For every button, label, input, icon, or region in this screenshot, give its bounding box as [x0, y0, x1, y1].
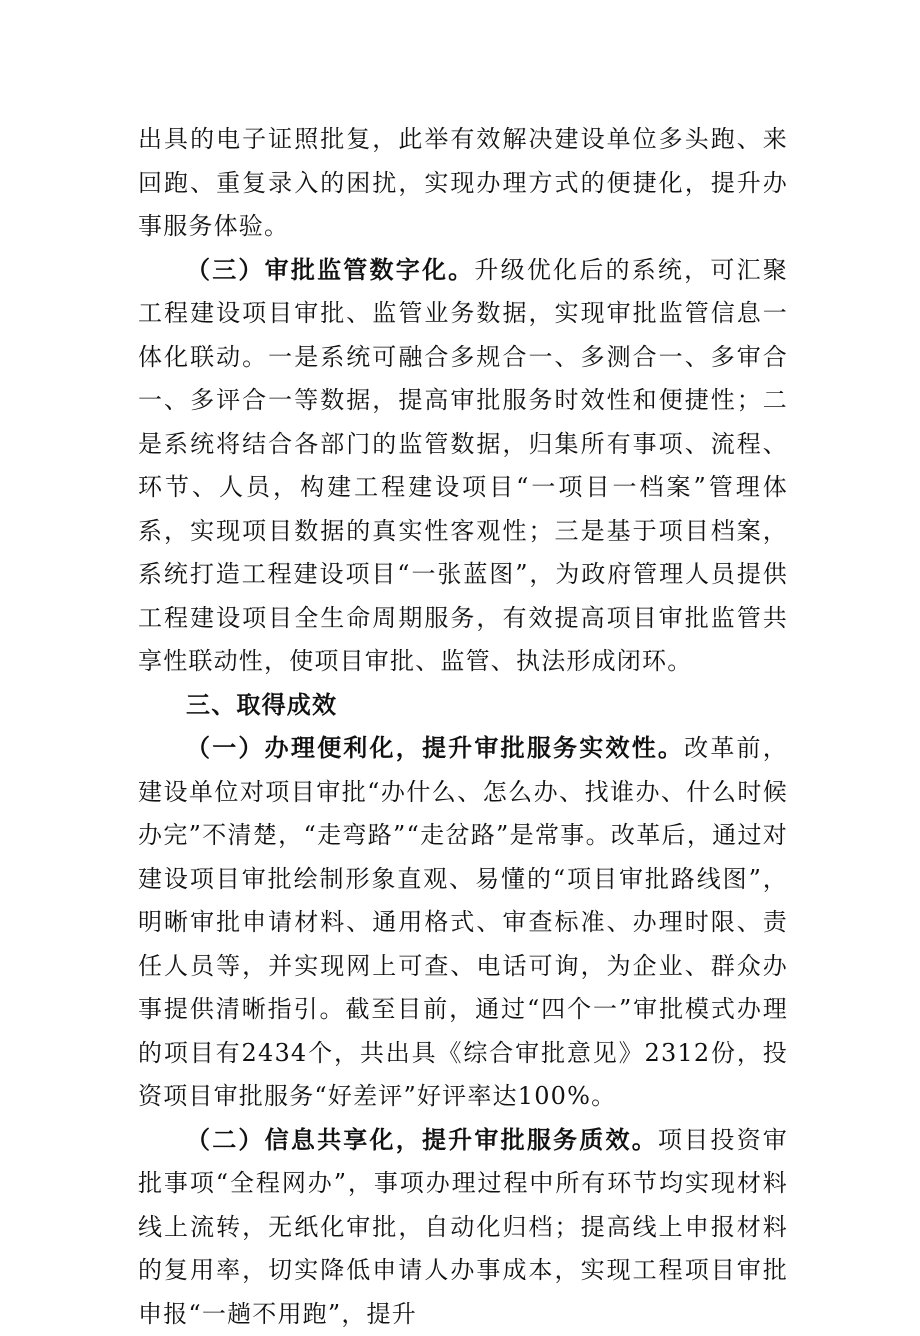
- section-heading-text: 三、取得成效: [186, 691, 337, 719]
- paragraph-continuation: [138, 118, 788, 249]
- paragraph-text: 出具的电子证照批复，此举有效解决建设单位多头跑、来回跑、重复录入的困扰，实现办理方式的便捷化，提升办事服务体验。: [138, 125, 788, 240]
- paragraph-approval-supervision: [138, 249, 788, 684]
- paragraph-text: 升级优化后的系统，可汇聚工程建设项目审批、监管业务数据，实现审批监管信息一体化联动。一是系统可融合多规合一、多测合一、多审合一、多评合一等数据，提高审批服务时效性和便捷性；二是系统将结合各部门的监管数据，归集所有事项、流程、环节、人员，构建工程建设项目“一项目一档案”管理体系，实现项目数据的真实性客观性；三是基于项目档案，系统打造工程建设项目“一张蓝图”，为政府管理人员提供工程建设项目全生命周期服务，有效提高项目审批监管共享性联动性，使项目审批、监管、执法形成闭环。: [138, 256, 788, 676]
- paragraph-convenience: [138, 727, 788, 1119]
- paragraph-heading: （二）信息共享化，提升审批服务质效。: [186, 1126, 658, 1154]
- paragraph-text: 改革前，建设单位对项目审批“办什么、怎么办、找谁办、什么时候办完”不清楚，“走弯路”“走岔路”是常事。改革后，通过对建设项目审批绘制形象直观、易懂的“项目审批路线图”，明晰审批申请材料、通用格式、审查标准、办理时限、责任人员等，并实现网上可查、电话可询，为企业、群众办事提供清晰指引。截至目前，通过“四个一”审批模式办理的项目有2434个，共出具《综合审批意见》2312份，投资项目审批服务“好差评”好评率达100%。: [138, 734, 788, 1110]
- paragraph-text: 项目投资审批事项“全程网办”，事项办理过程中所有环节均实现材料线上流转，无纸化审批，自动化归档；提高线上申报材料的复用率，切实降低申请人办事成本，实现工程项目审批申报“一趟不用跑”，提升: [138, 1126, 788, 1328]
- document-body: [138, 118, 788, 1336]
- paragraph-info-sharing: [138, 1119, 788, 1336]
- paragraph-heading: （三）审批监管数字化。: [186, 256, 474, 284]
- section-heading-results: [138, 684, 788, 728]
- paragraph-heading: （一）办理便利化，提升审批服务实效性。: [186, 734, 684, 762]
